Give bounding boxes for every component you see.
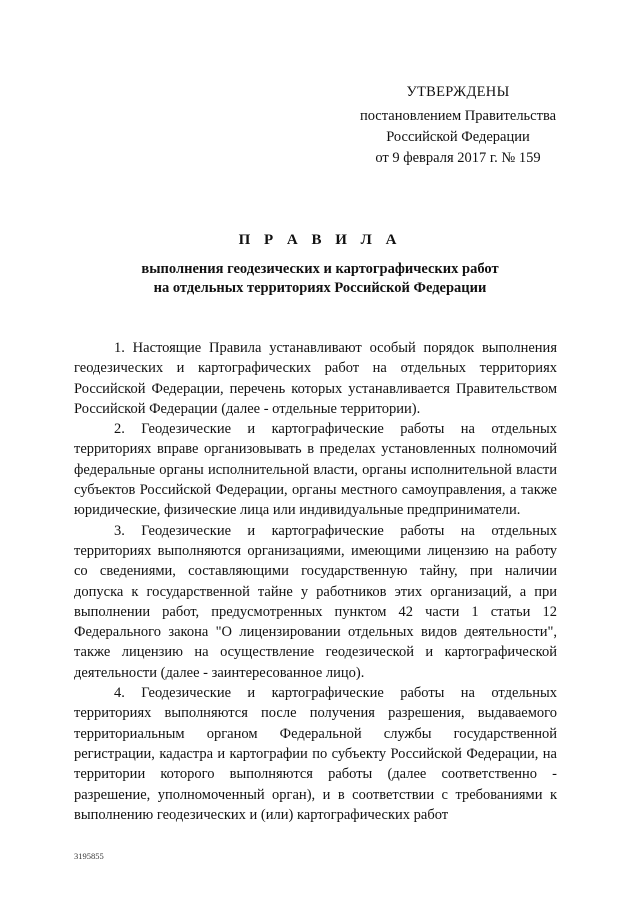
- paragraph-1: 1. Настоящие Правила устанавливают особый порядок выполнения геодезических и картографических работ на отдельных территориях Российской Федерации, перечень которых устанавливается Правительством Российской Федерации (далее - отдельные территории).: [74, 340, 557, 417]
- approval-line: от 9 февраля 2017 г. № 159: [375, 150, 541, 166]
- approval-line: постановлением Правительства: [359, 108, 557, 124]
- approval-line: Российской Федерации: [386, 129, 530, 145]
- document-subtitle: [0, 260, 640, 298]
- subtitle-line: на отдельных территориях Российской Федерации: [153, 280, 487, 296]
- document-code: 3195855: [74, 851, 104, 861]
- approval-title: УТВЕРЖДЕНЫ: [406, 84, 510, 100]
- approval-block: [320, 82, 596, 169]
- paragraph-2: 2. Геодезические и картографические работы на отдельных территориях вправе организовывать в пределах установленных полномочий федеральные органы исполнительной власти, органы исполнительной власти субъектов Российской Федерации, органы местного самоуправления, а также юридические, физические лица или индивидуальные предприниматели.: [74, 421, 557, 519]
- subtitle-line: выполнения геодезических и картографических работ: [141, 261, 499, 277]
- paragraph-3: 3. Геодезические и картографические работы на отдельных территориях выполняются организациями, имеющими лицензию на работу со сведениями, составляющими государственную тайну, при наличии допуска к государственной тайне у работников этих организаций, а при выполнении работ, предусмотренных пунктом 42 части 1 статьи 12 Федерального закона "О лицензировании отдельных видов деятельности", также лицензию на осуществление геодезической и картографической деятельности (далее - заинтересованное лицо).: [74, 522, 557, 681]
- document-body: [74, 338, 557, 825]
- paragraph-4: 4. Геодезические и картографические работы на отдельных территориях выполняются после получения разрешения, выдаваемого территориальным органом Федеральной службы государственной регистрации, кадастра и картографии по субъекту Российской Федерации, на территории которого выполняются работы (далее соответственно - разрешение, уполномоченный орган), и в соответствии с требованиями к выполнению геодезических и (или) картографических работ: [74, 685, 557, 823]
- document-title: П Р А В И Л А: [238, 232, 402, 248]
